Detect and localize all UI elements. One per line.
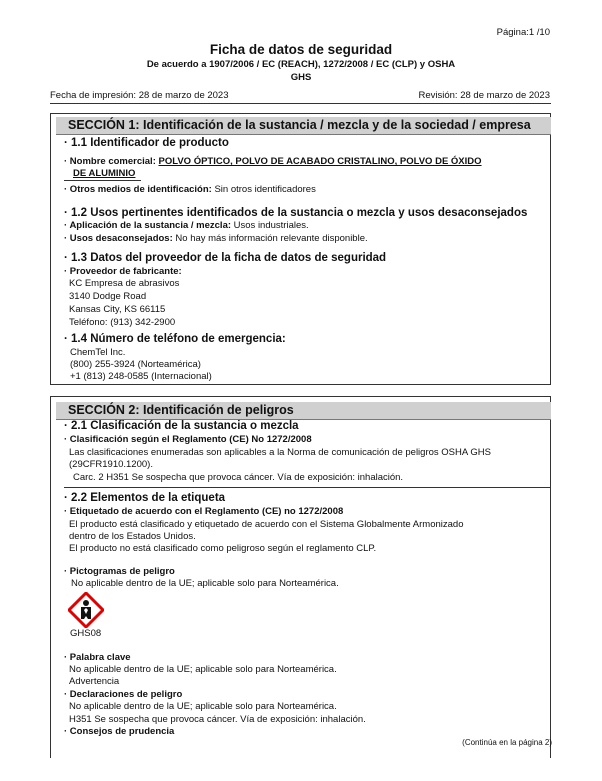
classification-text: Las clasificaciones enumeradas son aplicables a la Norma de comunicación de peligros OSHA GHS: [69, 447, 491, 458]
document-subtitle: De acuerdo a 1907/2006 / EC (REACH), 1272/2008 / EC (CLP) y OSHA: [146, 59, 456, 70]
provider-phone: Teléfono: (913) 342-2900: [69, 317, 176, 328]
page-number: Página:1 /10: [496, 27, 550, 38]
other-id-label: · Otros medios de identificación:: [64, 184, 212, 195]
labelling-text: El producto no está clasificado como peligroso según el reglamento CLP.: [69, 543, 377, 554]
unadvised-value: No hay más información relevante disponible.: [175, 233, 368, 244]
health-hazard-icon: [68, 592, 104, 628]
hazard-statements-text: No aplicable dentro de la UE; aplicable solo para Norteamérica.: [69, 701, 337, 712]
divider: [64, 487, 551, 488]
revision-date: Revisión: 28 de marzo de 2023: [418, 90, 550, 101]
classification-text: (29CFR1910.1200).: [69, 459, 153, 470]
labelling-label: · Etiquetado de acuerdo con el Reglamento (CE) no 1272/2008: [64, 506, 344, 517]
heading-1-3: · 1.3 Datos del proveedor de la ficha de datos de seguridad: [64, 252, 387, 264]
emergency-line: (800) 255-3924 (Norteamérica): [70, 359, 201, 370]
pictograms-label: · Pictogramas de peligro: [64, 566, 175, 577]
signal-word-label: · Palabra clave: [64, 652, 131, 663]
precautionary-label: · Consejos de prudencia: [64, 726, 175, 737]
classification-label: · Clasificación según el Reglamento (CE) No 1272/2008: [64, 434, 312, 445]
heading-1-1: · 1.1 Identificador de producto: [64, 137, 229, 149]
ghs-code: GHS08: [70, 628, 102, 639]
continue-note: (Continúa en la página 2): [462, 738, 552, 747]
print-date: Fecha de impresión: 28 de marzo de 2023: [50, 90, 229, 101]
unadvised-row: [64, 233, 368, 244]
other-id-value: Sin otros identificadores: [214, 184, 316, 195]
trade-name-value-cont: DE ALUMINIO: [73, 168, 136, 179]
document-title: Ficha de datos de seguridad: [209, 42, 393, 57]
trade-name-label: · Nombre comercial:: [64, 156, 156, 167]
provider-line: Kansas City, KS 66115: [69, 304, 166, 315]
heading-1-4: · 1.4 Número de teléfono de emergencia:: [64, 333, 286, 345]
section-1-title: SECCIÓN 1: Identificación de la sustancia / mezcla y de la sociedad / empresa: [68, 118, 531, 132]
divider: [64, 180, 141, 181]
application-value: Usos industriales.: [233, 220, 309, 231]
signal-word-value: Advertencia: [69, 676, 120, 687]
trade-name-row: [64, 156, 482, 167]
section-2-title: SECCIÓN 2: Identificación de peligros: [68, 403, 294, 417]
signal-word-text: No aplicable dentro de la UE; aplicable solo para Norteamérica.: [69, 664, 337, 675]
heading-2-1: · 2.1 Clasificación de la sustancia o mezcla: [64, 420, 299, 432]
heading-1-2: · 1.2 Usos pertinentes identificados de la sustancia o mezcla y usos desaconsejados: [64, 207, 528, 219]
provider-label: · Proveedor de fabricante:: [64, 266, 182, 277]
hazard-statements-text: H351 Se sospecha que provoca cáncer. Vía de exposición: inhalación.: [69, 714, 366, 725]
section-1-title-bar: [56, 117, 551, 135]
emergency-line: +1 (813) 248-0585 (Internacional): [70, 371, 212, 382]
header-divider: [50, 103, 551, 104]
labelling-text: dentro de los Estados Unidos.: [69, 531, 196, 542]
provider-line: KC Empresa de abrasivos: [69, 278, 180, 289]
provider-line: 3140 Dodge Road: [69, 291, 147, 302]
labelling-text: El producto está clasificado y etiquetado de acuerdo con el Sistema Globalmente Armonizado: [69, 519, 464, 530]
heading-2-2: · 2.2 Elementos de la etiqueta: [64, 492, 226, 504]
emergency-line: ChemTel Inc.: [70, 347, 126, 358]
section-2-title-bar: [56, 402, 551, 420]
application-label: · Aplicación de la sustancia / mezcla:: [64, 220, 232, 231]
hazard-statements-label: · Declaraciones de peligro: [64, 689, 183, 700]
document-subtitle-ghs: GHS: [290, 72, 312, 83]
trade-name-value: POLVO ÓPTICO, POLVO DE ACABADO CRISTALINO, POLVO DE ÓXIDO: [158, 156, 482, 167]
unadvised-label: · Usos desaconsejados:: [64, 233, 173, 244]
application-row: [64, 220, 309, 231]
carc-text: Carc. 2 H351 Se sospecha que provoca cáncer. Vía de exposición: inhalación.: [73, 472, 404, 483]
other-id-row: [64, 184, 316, 195]
pictograms-text: No aplicable dentro de la UE; aplicable solo para Norteamérica.: [71, 578, 339, 589]
